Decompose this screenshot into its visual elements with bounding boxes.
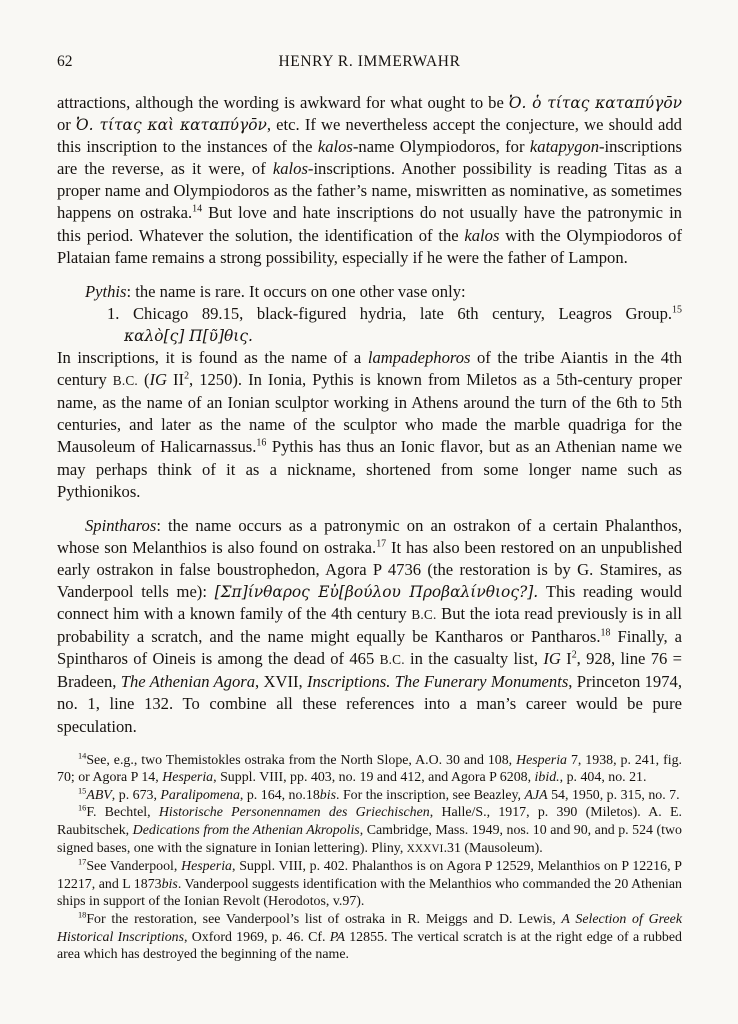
footnote-reference: 15 [672, 304, 682, 316]
footnote-reference: 17 [376, 538, 387, 550]
text-run: II [166, 370, 185, 390]
text-run: -name Olympiodoros, for [352, 137, 530, 157]
text-run: , Halle/S., 1917, p. 390 (Miletos). A. E. Raubitschek, [57, 805, 682, 838]
greek-text: [Σπ]ίνθαρος Εὐ[βούλου Προβαλίνθιος?]. [214, 582, 539, 601]
text-run: See Vanderpool, [86, 859, 182, 875]
text-run: Pythis has thus an Ionic flavor, but as an Athenian name we may perhaps think of it as a nickname, shortened from some longer name such as Pythionikos. [57, 437, 682, 501]
text-run: B.C. [411, 607, 437, 623]
text-run: , etc. If we nevertheless accept the conjecture, we should add this inscription to the instances of the [57, 115, 682, 157]
text-run: kalos [317, 137, 353, 157]
text-run: Spintharos [85, 515, 157, 535]
text-run: , Oxford 1969, p. 46. Cf. [184, 929, 330, 945]
text-run: Pythis [85, 281, 127, 301]
footnote-reference: 16 [78, 803, 87, 813]
text-run: A Selection of Greek Historical Inscriptions [57, 911, 682, 945]
footnote-reference: 18 [78, 910, 87, 920]
text-run: -inscriptions. Another possibility is reading Titas as a proper name and Olympiodoros as the father’s name, miswritten as nominative, as sometimes happens on ostraka. [57, 159, 682, 223]
footnote-reference: 15 [78, 786, 87, 796]
text-run: , XVII, [255, 672, 307, 692]
text-run: . Vanderpool suggests identification with the Melanthios who commanded the 20 Athenian ships in support of the Ionian Revolt (Herodotos, v.97). [57, 876, 682, 910]
text-run: Paralipomena [160, 787, 240, 803]
text-run: kalos [464, 225, 500, 245]
text-run: It has also been restored on an unpublished early ostrakon in false boustrophedon, Agora P 4736 (the restoration is by G. Stamires, as Vanderpool tells me): [57, 537, 683, 601]
footnote-reference: 18 [600, 627, 611, 639]
footnotes-section [57, 752, 682, 964]
paragraph-continuation-attractions [57, 92, 682, 269]
text-run: , p. 673, [111, 787, 161, 803]
text-run: : the name occurs as a patronymic on an ostrakon of a certain Phalanthos, whose son Melanthios is also found on ostraka. [57, 515, 682, 557]
footnote-16 [57, 804, 682, 858]
text-run: , p. 404, no. 21. [559, 770, 647, 786]
text-run: of the tribe Aiantis in the 4th century [57, 348, 683, 390]
text-run: 7, 1938, p. 241, fig. 70; or Agora P 14, [57, 752, 682, 786]
text-run: The Athenian Agora [120, 672, 256, 692]
text-run: 54, 1950, p. 315, no. 7. [547, 787, 680, 803]
text-run: 1. Chicago 89.15, black-figured hydria, late 6th century, Leagros Group. [107, 303, 673, 323]
text-run: B.C. [112, 373, 138, 389]
text-run: IG [149, 370, 167, 390]
text-run: This reading would connect him with a known family of the 4th century [57, 581, 682, 624]
catalogue-item-1 [57, 303, 682, 325]
footnote-reference: 2 [184, 370, 190, 382]
page-number: 62 [57, 53, 73, 70]
text-run: or [57, 115, 76, 135]
text-run: B.C. [379, 652, 405, 668]
text-run: Inscriptions. The Funerary Monuments [306, 672, 569, 692]
text-run: AJA [524, 787, 548, 803]
text-run: See, e.g., two Themistokles ostraka from the North Slope, A.O. 30 and 108, [86, 752, 517, 768]
text-run: bis [319, 787, 336, 803]
greek-text: Ὀ. τίτας καὶ καταπύγōν [75, 116, 267, 135]
text-run: , p. 164, no.18 [239, 787, 320, 803]
text-run: For the restoration, see Vanderpool’s list of ostraka in R. Meiggs and D. Lewis, [86, 911, 562, 927]
footnote-18 [57, 911, 682, 964]
text-run: lampadephoros [367, 348, 471, 368]
text-run: But love and hate inscriptions do not usually have the patronymic in this period. Whatever the solution, the identification of the [57, 203, 682, 245]
text-run: .31 (Mausoleum). [443, 840, 543, 856]
text-run: , Cambridge, Mass. 1949, nos. 10 and 90, and p. 524 (two signed bases, one with the signature in Ionian lettering). Pliny, [57, 823, 682, 856]
text-run: PA [329, 929, 345, 945]
paragraph-pythis [57, 281, 682, 303]
running-head: HENRY R. IMMERWAHR [278, 53, 461, 70]
greek-text: καλὸ[ς] Π[ῦ]θις. [124, 326, 253, 345]
text-run: katapygon [529, 137, 600, 157]
text-run: with the Olympiodoros of Plataian fame remains a strong possibility, especially if he were the father of Lampon. [57, 225, 682, 267]
text-run: attractions, although the wording is awkward for what ought to be [57, 93, 509, 112]
footnote-reference: 14 [192, 203, 203, 215]
footnote-reference: 2 [571, 649, 577, 661]
article-body [57, 92, 682, 738]
footnote-15 [57, 787, 682, 805]
page-header [57, 52, 682, 71]
footnote-reference: 14 [78, 751, 87, 760]
text-run: Dedications from the Athenian Akropolis [132, 823, 360, 838]
text-run: . For the inscription, see Beazley, [336, 787, 525, 803]
text-run: F. Bechtel, [86, 805, 159, 821]
paragraph-pythis-continuation [57, 347, 682, 503]
text-run: 12855. The vertical scratch is at the right edge of a rubbed area which has destroyed the beginning of the name. [57, 929, 682, 963]
text-run: ibid. [534, 770, 560, 786]
text-run: , Suppl. VIII, p. 402. Phalanthos is on Agora P 12529, Melanthios on P 12216, P 12217, and L 1873 [57, 859, 682, 892]
text-run: ( [137, 370, 150, 390]
greek-inscription-line [57, 325, 682, 347]
text-run: IG [543, 649, 561, 669]
text-run: Finally, a Spintharos of Oineis is among the dead of 465 [57, 627, 682, 669]
text-run: , Suppl. VIII, pp. 403, no. 19 and 412, and Agora P 6208, [213, 770, 535, 786]
footnote-14 [57, 752, 682, 787]
footnote-reference: 17 [78, 857, 87, 867]
text-run: Historische Personennamen des Griechischen [158, 805, 430, 821]
text-run: Hesperia [181, 859, 233, 875]
footnote-reference: 16 [256, 437, 267, 449]
text-run: , Princeton 1974, no. 1, line 132. To combine all these references into a man’s career would be pure speculation. [57, 672, 682, 736]
text-run: , 1250). In Ionia, Pythis is known from Miletos as a 5th-century proper name, as the name of an Ionian sculptor working in Athens around the turn of the 6th to 5th centuries, and later as the name of the sculptor who made the marble quadriga for the Mausoleum of Halicarnassus. [57, 370, 682, 457]
text-run: XXXVI [406, 842, 444, 855]
text-run: Hesperia [162, 770, 214, 786]
text-run: ABV [86, 787, 112, 803]
text-run: Hesperia [516, 752, 568, 768]
paragraph-spintharos [57, 515, 682, 738]
text-run: : the name is rare. It occurs on one other vase only: [126, 281, 466, 301]
text-run: -inscriptions are the reverse, as it were, of [57, 137, 682, 179]
text-run: But the iota read previously is in all probability a scratch, and the name might equally be Kantharos or Pantharos. [57, 604, 682, 647]
footnote-17 [57, 858, 682, 911]
text-run: I [560, 649, 572, 669]
text-run: in the casualty list, [404, 649, 544, 669]
text-run: In inscriptions, it is found as the name of a [57, 348, 368, 368]
text-run: kalos [272, 159, 308, 179]
text-run: , 928, line 76 = Bradeen, [57, 649, 682, 692]
greek-text: Ὀ. ὁ τίτας καταπύγōν [508, 94, 682, 112]
text-run: bis [161, 876, 178, 892]
